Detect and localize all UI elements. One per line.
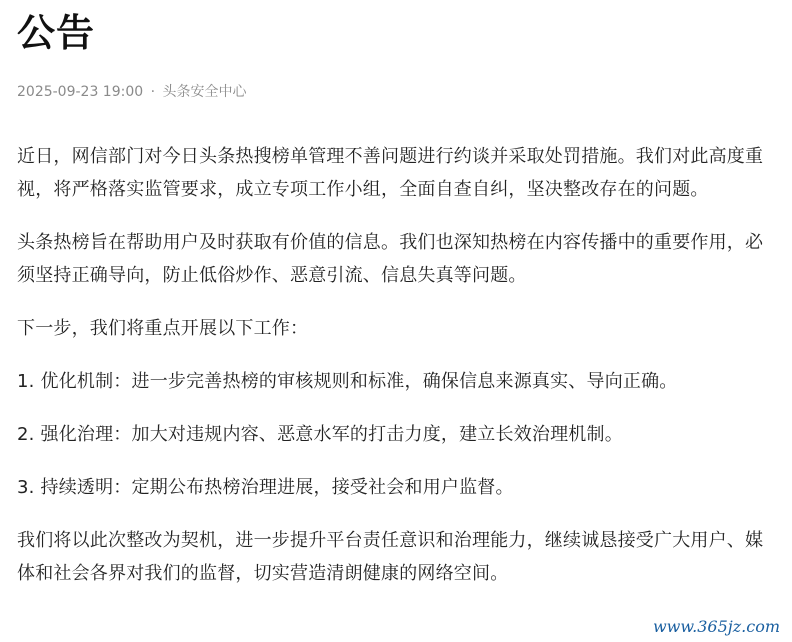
article-source[interactable]: 头条安全中心 — [162, 84, 247, 100]
article-body — [17, 140, 781, 610]
paragraph: 2. 强化治理：加大对违规内容、恶意水军的打击力度，建立长效治理机制。 — [17, 424, 623, 445]
paragraph: 头条热榜旨在帮助用户及时获取有价值的信息。我们也深知热榜在内容传播中的重要作用，必须坚持正确导向，防止低俗炒作、恶意引流、信息失真等问题。 — [17, 232, 764, 286]
paragraph: 我们将以此次整改为契机，进一步提升平台责任意识和治理能力，继续诚恳接受广大用户、媒体和社会各界对我们的监督，切实营造清朗健康的网络空间。 — [17, 530, 764, 584]
article-meta — [17, 82, 247, 102]
paragraph: 1. 优化机制：进一步完善热榜的审核规则和标准，确保信息来源真实、导向正确。 — [17, 371, 678, 392]
paragraph: 3. 持续透明：定期公布热榜治理进展，接受社会和用户监督。 — [17, 477, 514, 498]
paragraph: 下一步，我们将重点开展以下工作： — [17, 318, 309, 339]
meta-separator: · — [150, 84, 156, 100]
page-title: 公告 — [17, 11, 96, 55]
publish-date: 2025-09-23 19:00 — [17, 84, 144, 100]
paragraph: 近日，网信部门对今日头条热搜榜单管理不善问题进行约谈并采取处罚措施。我们对此高度重视，将严格落实监管要求，成立专项工作小组，全面自查自纠，坚决整改存在的问题。 — [17, 146, 764, 200]
site-watermark: www.365jz.com — [647, 614, 786, 640]
